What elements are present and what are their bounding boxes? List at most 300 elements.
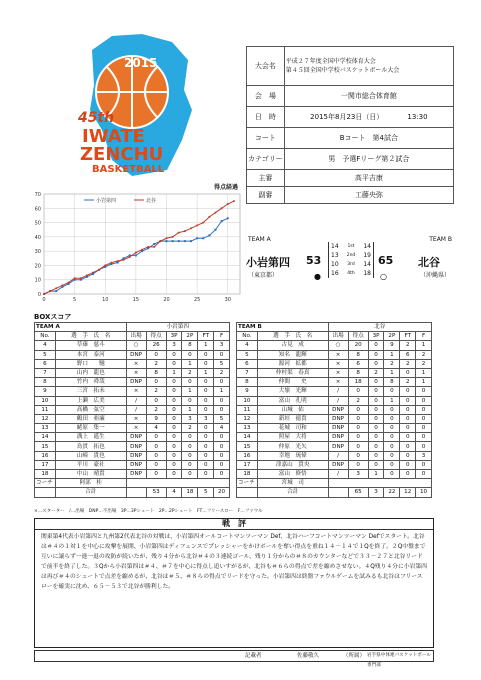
data-point (208, 216, 210, 218)
player-row (35, 414, 230, 423)
y-tick-label: 70 (34, 192, 41, 198)
quarter-score-b: 14 (363, 243, 371, 250)
column-header: FT (400, 332, 416, 341)
total-cell: 22 (384, 488, 400, 497)
player-cell: × (328, 368, 348, 377)
player-cell: 1 (416, 378, 432, 387)
player-cell: 0 (146, 350, 166, 359)
data-point (202, 222, 204, 224)
total-cell: 12 (400, 488, 416, 497)
player-cell: 0 (368, 442, 384, 451)
player-cell: 0 (166, 470, 182, 479)
game-review (34, 518, 434, 648)
player-cell: 0 (214, 350, 230, 359)
game-info-table (246, 46, 454, 204)
player-cell: 0 (416, 396, 432, 405)
info-label: コート (247, 128, 285, 149)
data-point (135, 252, 137, 254)
player-cell: 0 (368, 387, 384, 396)
player-cell: 0 (384, 405, 400, 414)
info-value (284, 107, 453, 128)
player-cell: 3 (214, 341, 230, 350)
player-cell: 0 (146, 470, 166, 479)
player-cell: 0 (166, 387, 182, 396)
total-label: 合計 (257, 488, 328, 497)
player-cell: 2 (214, 368, 230, 377)
player-cell: 17 (35, 460, 56, 469)
player-row (237, 405, 432, 414)
player-cell: DNP (126, 460, 146, 469)
data-point (86, 274, 88, 276)
data-point (196, 237, 198, 239)
total-cell: 5 (198, 488, 214, 497)
player-row (35, 350, 230, 359)
player-cell: 2 (182, 424, 198, 433)
x-tick-label: 15 (132, 297, 140, 303)
player-cell: 1 (384, 368, 400, 377)
player-cell: DNP (328, 405, 348, 414)
data-point (190, 227, 192, 229)
y-tick-label: 10 (34, 277, 41, 284)
column-header: FT (198, 332, 214, 341)
column-header: 得点 (348, 332, 368, 341)
player-row (35, 341, 230, 350)
player-cell: 0 (166, 442, 182, 451)
data-point (202, 237, 204, 239)
recorder-label: 記載者 (245, 653, 262, 659)
total-cell: 20 (214, 488, 230, 497)
player-cell: DNP (328, 460, 348, 469)
box-legend: ×…スターター /…出場 DNP…不出場 3P…3Pシュート 2P…2Pシュート FT…フリースロー F…ファウル (34, 509, 263, 514)
player-cell: 0 (146, 451, 166, 460)
player-cell: 8 (237, 378, 258, 387)
data-point (184, 240, 186, 242)
player-cell: 新垣 徳貴 (257, 414, 328, 423)
column-header: 3P (368, 332, 384, 341)
player-cell: 0 (182, 451, 198, 460)
column-header: 出場 (126, 332, 146, 341)
player-row (237, 387, 432, 396)
player-cell: 6 (35, 359, 56, 368)
player-cell: 0 (198, 359, 214, 368)
player-cell: 0 (182, 460, 198, 469)
player-cell: 2 (146, 387, 166, 396)
data-point (123, 259, 125, 261)
team-b-name: 北谷 (418, 256, 440, 269)
player-cell: 3 (198, 414, 214, 423)
player-cell: 津嘉山 貴央 (257, 460, 328, 469)
info-label: 大会名 (247, 47, 285, 86)
player-cell: DNP (328, 433, 348, 442)
total-cell: 65 (348, 488, 368, 497)
player-row (35, 368, 230, 377)
player-row (35, 387, 230, 396)
data-point (233, 200, 235, 202)
player-cell: 5 (35, 350, 56, 359)
player-cell: 0 (416, 414, 432, 423)
player-cell: 1 (214, 387, 230, 396)
x-tick-label: 0 (42, 297, 46, 303)
player-cell: × (126, 414, 146, 423)
player-cell: 11 (35, 405, 56, 414)
info-row (247, 47, 454, 86)
player-cell: × (126, 387, 146, 396)
player-cell: 3 (416, 451, 432, 460)
player-row (237, 460, 432, 469)
player-cell: 0 (400, 451, 416, 460)
player-row (237, 451, 432, 460)
player-row (35, 433, 230, 442)
player-cell: 9 (237, 387, 258, 396)
player-cell: 0 (166, 350, 182, 359)
data-point (104, 264, 106, 266)
player-cell: 2 (416, 359, 432, 368)
quarter-row (329, 251, 373, 260)
player-cell: 1 (182, 387, 198, 396)
date-value: 2015年8月23日（日） (310, 113, 384, 121)
quarter-score-a: 16 (331, 270, 339, 277)
data-point (208, 234, 210, 236)
player-cell: DNP (328, 414, 348, 423)
data-point (221, 207, 223, 209)
player-cell: DNP (126, 470, 146, 479)
player-cell: 0 (198, 378, 214, 387)
player-cell: 9 (35, 387, 56, 396)
total-empty (35, 488, 56, 497)
team-label: TEAM B (237, 323, 329, 332)
player-cell: 3 (166, 341, 182, 350)
player-cell: 0 (416, 405, 432, 414)
player-cell: 2 (400, 359, 416, 368)
info-row (247, 170, 454, 187)
time-value: 13:30 (407, 113, 428, 121)
player-cell: 16 (35, 451, 56, 460)
player-cell: × (126, 359, 146, 368)
player-cell: 0 (166, 433, 182, 442)
data-point (190, 240, 192, 242)
player-cell: 0 (198, 405, 214, 414)
data-point (215, 229, 217, 231)
column-header: F (416, 332, 432, 341)
total-empty (126, 488, 146, 497)
player-cell: 0 (214, 470, 230, 479)
player-cell: 2 (146, 405, 166, 414)
player-cell: 2 (400, 341, 416, 350)
player-cell: 6 (237, 359, 258, 368)
player-cell: 0 (348, 451, 368, 460)
data-point (141, 249, 143, 251)
player-cell: 0 (214, 378, 230, 387)
player-cell: 竹内 舜哉 (55, 378, 126, 387)
data-point (221, 220, 223, 222)
data-point (49, 290, 51, 292)
player-cell: 0 (182, 442, 198, 451)
player-row (237, 341, 432, 350)
affiliation-value: 岩手県中体連バスケットボール専門部 (367, 653, 431, 668)
logo-year: 2015 (124, 56, 158, 70)
player-cell: 0 (214, 405, 230, 414)
column-header: 選 手 氏 名 (257, 332, 328, 341)
y-tick-label: 0 (37, 292, 41, 298)
info-row (247, 107, 454, 128)
player-cell: ○ (126, 341, 146, 350)
player-cell: 0 (368, 396, 384, 405)
player-cell: 0 (400, 470, 416, 479)
x-tick-label: 30 (224, 297, 231, 303)
coach-label: コーチ (35, 479, 56, 488)
data-point (55, 290, 57, 292)
player-cell: DNP (126, 451, 146, 460)
player-row (35, 442, 230, 451)
data-point (110, 262, 112, 264)
player-cell: 0 (348, 387, 368, 396)
player-cell: 大嶺 光輝 (257, 387, 328, 396)
player-cell: 0 (214, 396, 230, 405)
x-tick-label: 25 (193, 297, 201, 303)
team-a-box-table (34, 322, 230, 498)
player-cell: 古見 成 (257, 341, 328, 350)
quarter-label: 2nd (346, 253, 356, 258)
x-tick-label: 10 (102, 297, 109, 303)
column-header: 2P (182, 332, 198, 341)
player-cell: 0 (416, 442, 432, 451)
player-cell: 0 (416, 460, 432, 469)
player-cell: 0 (368, 350, 384, 359)
player-cell: 鳥貫 拓也 (55, 442, 126, 451)
player-row (35, 451, 230, 460)
data-point (55, 287, 57, 289)
logo-line2: ZENCHU (80, 144, 164, 165)
player-cell: 0 (384, 442, 400, 451)
team-b-box-table (236, 322, 432, 498)
team-a-pref: （東京都） (248, 272, 279, 279)
review-title: 戦 評 (35, 519, 433, 530)
player-cell: / (328, 396, 348, 405)
player-row (237, 442, 432, 451)
data-point (117, 260, 119, 262)
player-cell: 0 (182, 433, 198, 442)
player-cell: 0 (400, 368, 416, 377)
player-cell: 鶴田 亜廉 (55, 414, 126, 423)
player-cell: 0 (198, 387, 214, 396)
player-cell: 1 (416, 368, 432, 377)
player-cell: 0 (198, 442, 214, 451)
info-value: 平成２７年度全国中学校体育大会 第４５回全国中学校バスケットボール大会 (284, 47, 453, 86)
data-point (215, 212, 217, 214)
player-row (237, 414, 432, 423)
player-cell: 0 (182, 470, 198, 479)
player-cell: 0 (146, 396, 166, 405)
player-cell: 0 (348, 433, 368, 442)
player-cell: 2 (182, 368, 198, 377)
player-cell: 2 (416, 350, 432, 359)
info-label: 会 場 (247, 86, 285, 107)
coach-empty (328, 479, 431, 488)
player-cell: 5 (214, 414, 230, 423)
player-cell: 0 (198, 451, 214, 460)
player-cell: 0 (348, 414, 368, 423)
player-cell: 1 (198, 368, 214, 377)
player-cell: 10 (237, 396, 258, 405)
player-row (237, 368, 432, 377)
team-label: TEAM A (35, 323, 127, 332)
player-cell: 山内 龍也 (55, 368, 126, 377)
team-a-label: TEAM A (248, 236, 271, 243)
player-cell: 18 (35, 470, 56, 479)
logo-line3: BASKETBALL (92, 164, 165, 175)
player-cell: 0 (166, 451, 182, 460)
player-cell: 0 (400, 405, 416, 414)
scoreboard (246, 236, 454, 296)
info-row (247, 86, 454, 107)
column-header: 選 手 氏 名 (55, 332, 126, 341)
info-value: 一関市総合体育館 (284, 86, 453, 107)
player-row (35, 378, 230, 387)
quarter-label: 1st (347, 244, 355, 249)
data-point (172, 240, 174, 242)
data-point (227, 217, 229, 219)
player-row (237, 433, 432, 442)
player-cell: 0 (416, 470, 432, 479)
player-cell: 0 (416, 424, 432, 433)
x-tick-label: 20 (163, 297, 170, 303)
total-cell: 53 (146, 488, 166, 497)
player-cell: 2 (146, 359, 166, 368)
total-label: 合計 (55, 488, 126, 497)
player-cell: 0 (368, 359, 384, 368)
coach-name: 宮城 司 (257, 479, 328, 488)
player-cell: DNP (126, 433, 146, 442)
recorder-name: 佐藤敬久 (297, 653, 320, 659)
player-cell: 0 (400, 424, 416, 433)
info-value: 工藤央弥 (284, 187, 453, 204)
player-cell: 1 (166, 368, 182, 377)
player-cell: 0 (166, 378, 182, 387)
player-cell: × (328, 359, 348, 368)
player-cell: 7 (237, 368, 258, 377)
player-cell: 0 (146, 378, 166, 387)
info-row (247, 149, 454, 170)
player-cell: 8 (384, 378, 400, 387)
info-row (247, 128, 454, 149)
player-cell: 0 (348, 442, 368, 451)
player-cell: 0 (368, 424, 384, 433)
player-cell: 14 (35, 433, 56, 442)
y-tick-label: 20 (34, 263, 41, 270)
player-cell: 知名 龍輝 (257, 350, 328, 359)
player-cell: 0 (198, 460, 214, 469)
player-cell: / (328, 451, 348, 460)
data-point (184, 230, 186, 232)
player-cell: 源河 拡都 (257, 359, 328, 368)
quarter-label: 3rd (347, 262, 355, 267)
player-cell: 高橋 弦空 (55, 405, 126, 414)
player-cell: 本宮 泰河 (55, 350, 126, 359)
player-cell: 0 (348, 424, 368, 433)
player-cell: 20 (348, 341, 368, 350)
player-cell: 0 (384, 387, 400, 396)
player-cell: 1 (182, 405, 198, 414)
player-cell: 4 (146, 424, 166, 433)
player-row (35, 396, 230, 405)
player-cell: 0 (384, 433, 400, 442)
total-cell: 18 (182, 488, 198, 497)
column-header: No. (35, 332, 56, 341)
player-cell: 0 (384, 451, 400, 460)
player-cell: 三宮 拓未 (55, 387, 126, 396)
team-b-label: TEAM B (429, 236, 452, 243)
player-cell: 4 (237, 341, 258, 350)
player-cell: 上瀬 広美 (55, 396, 126, 405)
y-tick-label: 30 (34, 249, 41, 256)
player-cell: 0 (198, 433, 214, 442)
player-cell: 2 (400, 378, 416, 387)
player-cell: 草薙 慈斗 (55, 341, 126, 350)
team-a-score: 53 (306, 254, 322, 267)
player-cell: 山崎 貴也 (55, 451, 126, 460)
player-cell: 0 (400, 442, 416, 451)
player-cell: 0 (368, 378, 384, 387)
player-cell: 0 (368, 460, 384, 469)
info-value: 高平吉康 (284, 170, 453, 187)
player-cell: 16 (237, 451, 258, 460)
player-cell: 0 (384, 470, 400, 479)
player-row (35, 424, 230, 433)
player-cell: 1 (182, 359, 198, 368)
quarter-label: 4th (347, 271, 355, 276)
data-point (166, 237, 168, 239)
data-point (153, 243, 155, 245)
player-cell: / (126, 396, 146, 405)
data-point (129, 256, 131, 258)
player-cell: 溝上 遥生 (55, 433, 126, 442)
player-cell: 8 (35, 378, 56, 387)
chart-title: 得点経過 (213, 184, 238, 191)
player-cell: 0 (368, 405, 384, 414)
player-cell: 8 (348, 368, 368, 377)
info-value: 男 予選Fリーグ第２試合 (284, 149, 453, 170)
player-cell: 0 (146, 442, 166, 451)
data-point (178, 232, 180, 234)
player-cell: 17 (237, 460, 258, 469)
player-cell: 0 (198, 396, 214, 405)
info-label: 主審 (247, 170, 285, 187)
quarter-score-b: 14 (363, 261, 371, 268)
player-cell: × (328, 350, 348, 359)
player-cell: × (126, 368, 146, 377)
data-point (166, 240, 168, 242)
player-cell: 0 (166, 460, 182, 469)
team-name: 北谷 (328, 323, 431, 332)
player-cell: 0 (368, 414, 384, 423)
quarter-score-a: 14 (331, 243, 339, 250)
player-row (237, 378, 432, 387)
team-b-pref: （沖縄県） (419, 272, 450, 279)
player-cell: 0 (368, 433, 384, 442)
player-cell: 蛯原 集一 (55, 424, 126, 433)
player-cell: 0 (400, 414, 416, 423)
quarter-scores (328, 242, 374, 278)
player-cell: / (328, 387, 348, 396)
column-header: 出場 (328, 332, 348, 341)
player-cell: DNP (328, 424, 348, 433)
player-cell: 0 (166, 405, 182, 414)
player-cell: 4 (214, 424, 230, 433)
player-cell: 平川 豪社 (55, 460, 126, 469)
total-cell: 4 (166, 488, 182, 497)
player-cell: ○ (328, 341, 348, 350)
player-cell: 仲村渠 春真 (257, 368, 328, 377)
